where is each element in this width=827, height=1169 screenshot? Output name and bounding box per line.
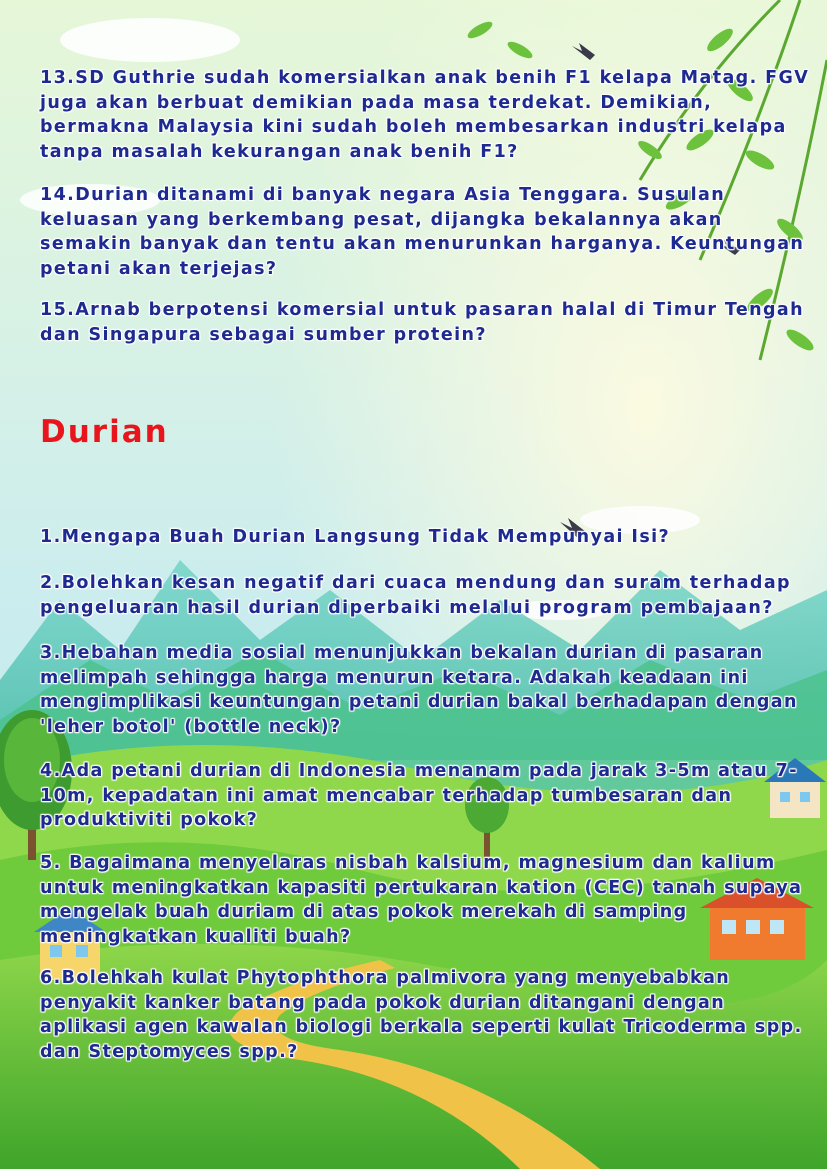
section-title: Durian xyxy=(40,414,169,450)
durian-question-6: 6.Bolehkah kulat Phytophthora palmivora yang menyebabkan penyakit kanker batang pada pokok durian ditangani dengan aplikasi agen kawalan biologi berkala seperti kulat Tricoderma spp. dan Steptomyces spp.? xyxy=(40,968,803,1062)
durian-question-4: 4.Ada petani durian di Indonesia menanam pada jarak 3-5m atau 7-10m, kepadatan ini amat mencabar terhadap tumbesaran dan produktiviti pokok? xyxy=(40,761,798,830)
durian-question-3: 3.Hebahan media sosial menunjukkan bekalan durian di pasaran melimpah sehingga harga menurun ketara. Adakah keadaan ini mengimplikasi keuntungan petani durian bakal berhadapan dengan 'leher botol' (bottle neck)? xyxy=(40,643,798,737)
durian-question-1: 1.Mengapa Buah Durian Langsung Tidak Mempunyai Isi? xyxy=(40,527,671,547)
durian-question-5: 5. Bagaimana menyelaras nisbah kalsium, magnesium dan kalium untuk meningkatkan kapasiti pertukaran kation (CEC) tanah supaya mengelak buah duriam di atas pokok merekah di samping meningkatkan kualiti buah? xyxy=(40,853,803,947)
question-14: 14.Durian ditanami di banyak negara Asia Tenggara. Susulan keluasan yang berkembang pesat, dijangka bekalannya akan semakin banyak dan tentu akan menurunkan harganya. Keuntungan petani akan terjejas? xyxy=(40,185,805,279)
question-13: 13.SD Guthrie sudah komersialkan anak benih F1 kelapa Matag. FGV juga akan berbuat demikian pada masa terdekat. Demikian, bermakna Malaysia kini sudah boleh membesarkan industri kelapa tanpa masalah kekurangan anak benih F1? xyxy=(40,68,810,162)
question-15: 15.Arnab berpotensi komersial untuk pasaran halal di Timur Tengah dan Singapura sebagai sumber protein? xyxy=(40,300,804,345)
durian-question-2: 2.Bolehkan kesan negatif dari cuaca mendung dan suram terhadap pengeluaran hasil durian diperbaiki melalui program pembajaan? xyxy=(40,573,791,618)
